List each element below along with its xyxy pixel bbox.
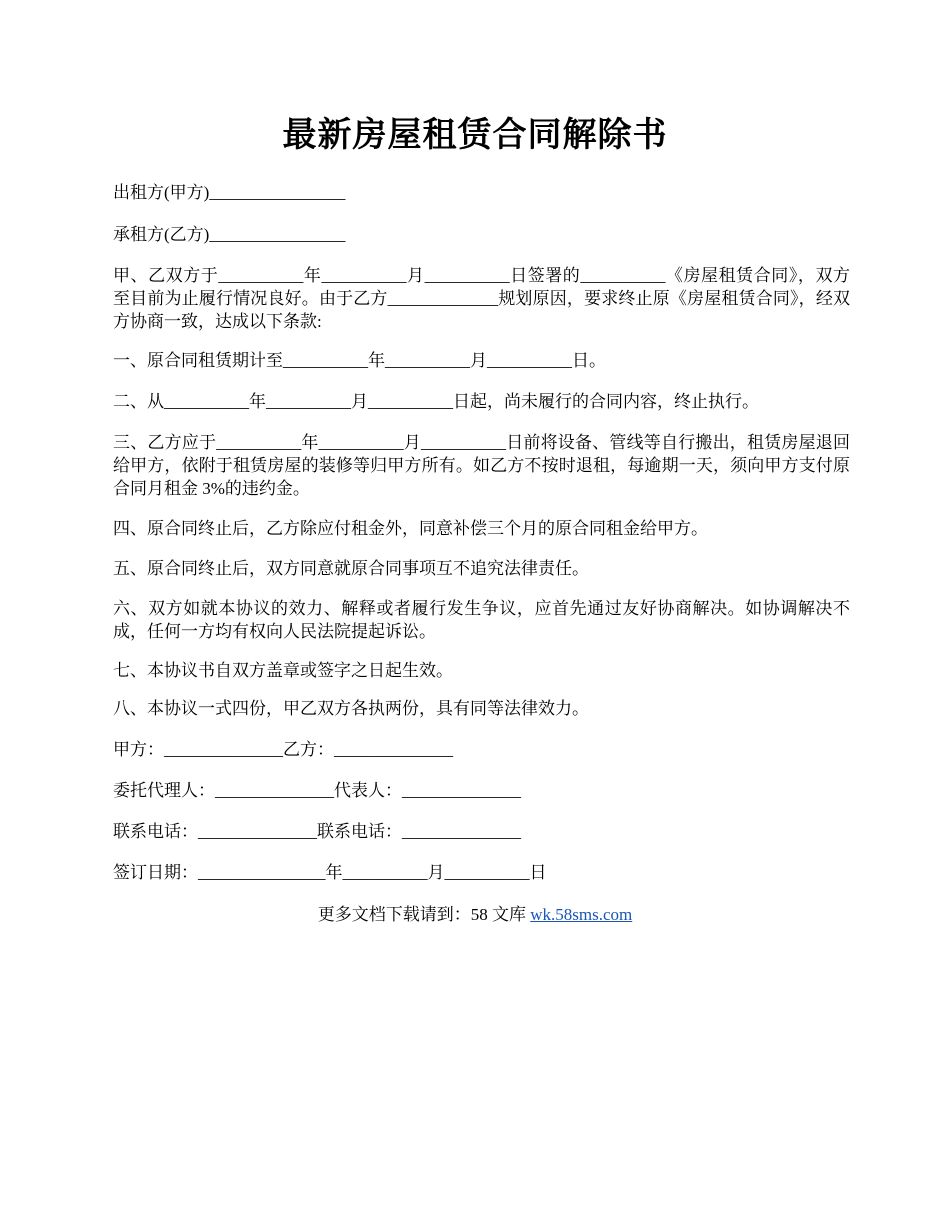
signature-phones: 联系电话：______________联系电话：______________: [113, 822, 521, 841]
lessor-line: 出租方(甲方)________________: [113, 183, 346, 202]
footer: [0, 903, 950, 926]
footer-text: 更多文档下载请到：58 文库: [317, 905, 531, 924]
signature-date: 签订日期：_______________年__________月__________日: [113, 863, 547, 882]
footer-link[interactable]: wk.58sms.com: [530, 905, 633, 924]
clause-5: 五、原合同终止后，双方同意就原合同事项互不追究法律责任。: [113, 559, 589, 578]
document-title: 最新房屋租赁合同解除书: [282, 117, 668, 154]
clause-7: 七、本协议书自双方盖章或签字之日起生效。: [113, 661, 453, 680]
clause-8: 八、本协议一式四份，甲乙双方各执两份，具有同等法律效力。: [113, 699, 589, 718]
signature-parties: 甲方：______________乙方：______________: [113, 740, 453, 759]
clause-3: 三、乙方应于__________年__________月__________日前将设备、管线等自行搬出，租赁房屋退回给甲方，依附于租赁房屋的装修等归甲方所有。如乙方不按时退租，每逾期一天，须向甲方支付原合同月租金 3%的违约金。: [113, 433, 850, 498]
lessee-line: 承租方(乙方)________________: [113, 225, 346, 244]
clause-4: 四、原合同终止后，乙方除应付租金外，同意补偿三个月的原合同租金给甲方。: [113, 519, 708, 538]
clause-6: 六、双方如就本协议的效力、解释或者履行发生争议，应首先通过友好协商解决。如协调解决不成，任何一方均有权向人民法院提起诉讼。: [113, 599, 850, 641]
signature-agents: 委托代理人：______________代表人：______________: [113, 781, 521, 800]
clause-1: 一、原合同租赁期计至__________年__________月__________日。: [113, 351, 606, 370]
intro-paragraph: 甲、乙双方于__________年__________月__________日签署的__________《房屋租赁合同》，双方至目前为止履行情况良好。由于乙方_____________规划原因，要求终止原《房屋租赁合同》，经双方协商一致，达成以下条款:: [113, 266, 850, 331]
clause-2: 二、从__________年__________月__________日起，尚未履行的合同内容，终止执行。: [113, 392, 759, 411]
